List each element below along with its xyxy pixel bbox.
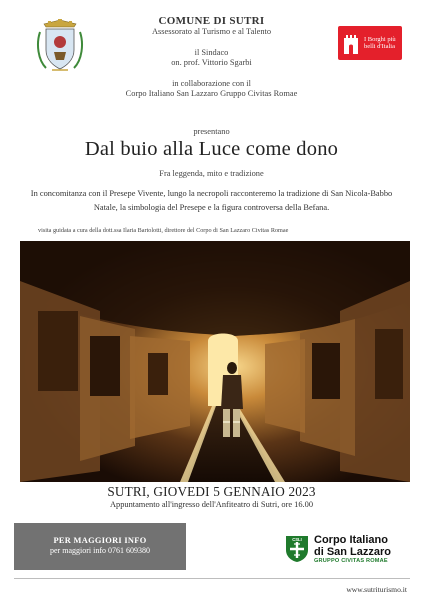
- event-date: SUTRI, GIOVEDI 5 GENNAIO 2023: [107, 484, 316, 499]
- necropolis-photo: [20, 241, 410, 482]
- event-appointment: Appuntamento all'ingresso dell'Anfiteatro di Sutri, ore 16.00: [109, 500, 314, 509]
- presentano-text: presentano: [193, 127, 230, 136]
- info-title: PER MAGGIORI INFO: [53, 536, 147, 545]
- info-box: [14, 523, 186, 570]
- footer-divider: [14, 578, 410, 579]
- collaboration-label: in collaborazione con il: [172, 78, 251, 88]
- event-subtitle: Fra leggenda, mito e tradizione: [159, 169, 264, 178]
- collaboration-name: Corpo Italiano San Lazzaro Gruppo Civitas Romae: [125, 89, 298, 98]
- csl-line2: di San Lazzaro: [314, 545, 392, 558]
- sindaco-name: on. prof. Vittorio Sgarbi: [171, 58, 252, 67]
- tower-icon: [342, 32, 360, 54]
- guide-credit: visita guidata a cura della dott.ssa Ilaria Bartolotti, direttore del Corpo di San Lazzaro Civitas Romae: [38, 227, 289, 234]
- shield-cross-icon: [285, 535, 309, 563]
- csl-badge-text: CSLI: [292, 537, 302, 542]
- header-block: [100, 15, 323, 100]
- info-phone: per maggiori info 0761 609380: [50, 546, 150, 555]
- assessorato-text: Assessorato al Turismo e al Talento: [151, 27, 272, 36]
- website-link[interactable]: www.sutriturismo.it: [346, 585, 407, 594]
- sindaco-label: il Sindaco: [194, 47, 229, 57]
- comune-title: COMUNE DI SUTRI: [158, 15, 265, 27]
- borghi-logo: [338, 26, 402, 60]
- csl-line1: Corpo Italiano: [314, 533, 388, 546]
- csl-line3: GRUPPO CIVITAS ROMAE: [314, 557, 388, 564]
- san-lazzaro-logo: [285, 531, 410, 567]
- event-title: Dal buio alla Luce come dono: [84, 138, 339, 160]
- sutri-crest-logo: [36, 18, 84, 74]
- borghi-text: I Borghi più belli d'Italia: [364, 36, 396, 50]
- event-description: In concomitanza con il Presepe Vivente, lungo la necropoli racconteremo la tradizione di San Nicola-Babbo Natale, la simbologia del Presepe e la figura controversa della Befana.: [30, 189, 393, 212]
